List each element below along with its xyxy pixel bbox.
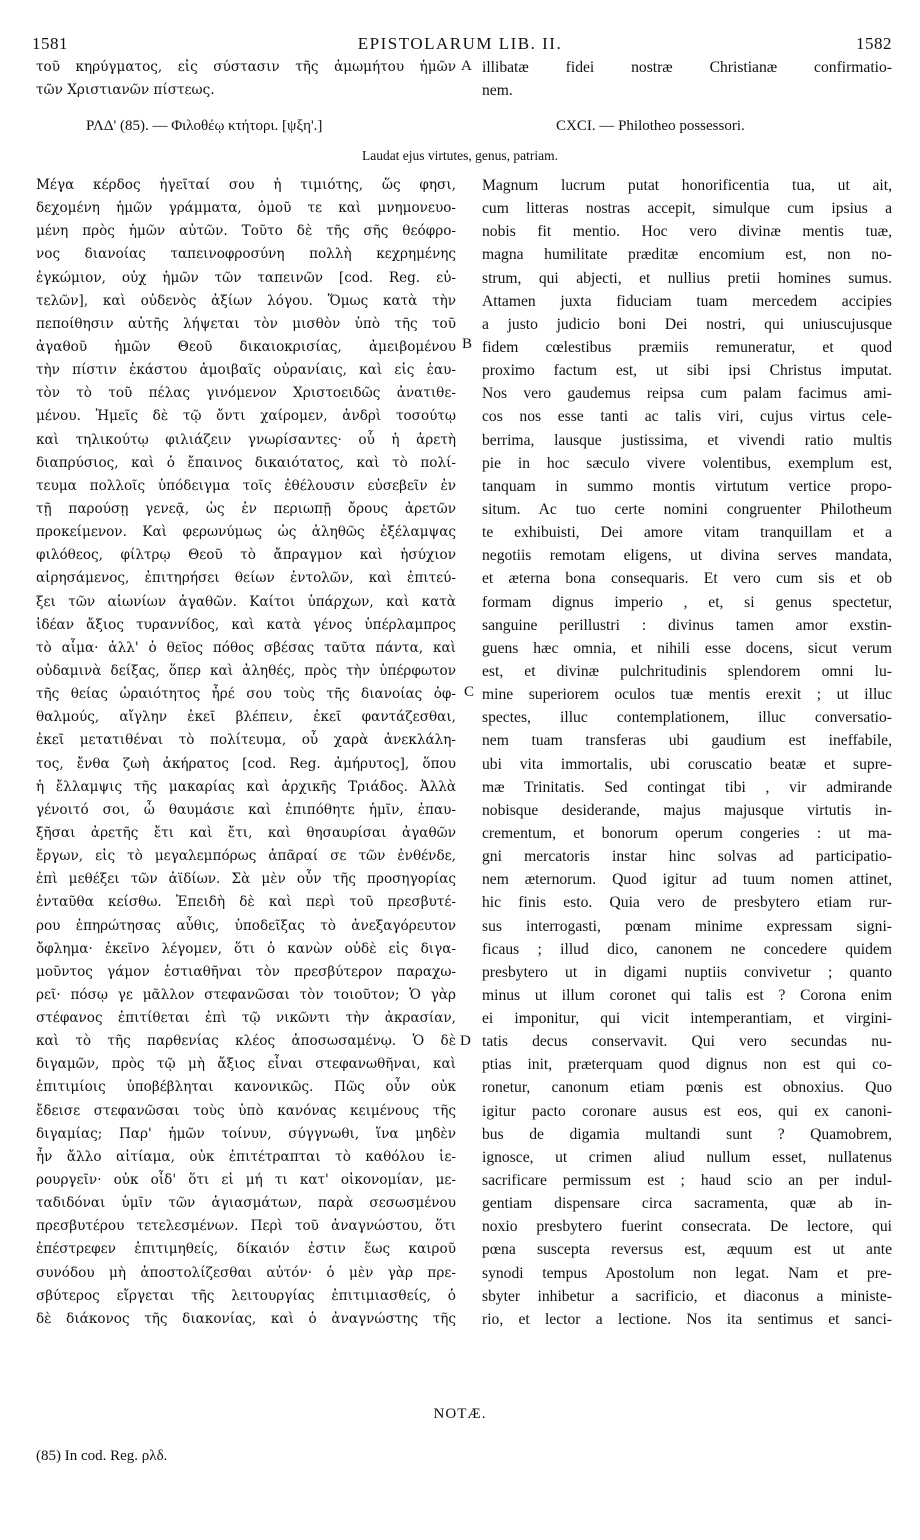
latin-text-line: fidem cœlestibus præmiis remuneratur, et quod	[482, 338, 892, 356]
latin-text-line: te exhibuisti, Dei amore vitam tranquillam et a	[482, 524, 892, 542]
footnote: (85) In cod. Reg. ρλδ.	[36, 1448, 168, 1464]
greek-text-line: νος διανοίας ταπεινοφροσύνη πολλὴ κεχρημένης	[36, 246, 456, 263]
greek-text-line: τελῶν], καὶ οὐδενὸς ἀξίων λόγου. Ὅμως κατὰ τὴν	[36, 292, 456, 309]
latin-text-line: Nos vero gaudemus reipsa cum palam facimus ami-	[482, 385, 892, 403]
latin-text-line: situm. Ac tuo certe nomini congruenter Philotheum	[482, 500, 892, 518]
greek-carryover-line: τοῦ κηρύγματος, εἰς σύστασιν τῆς ἀμωμήτου ἡμῶν	[36, 59, 456, 75]
latin-text-line: gni mercatoris instar hinc solvas ad participatio-	[482, 848, 892, 866]
greek-text-line: μένου. Ἡμεῖς δὲ τῷ ὄντι χαίρομεν, ἀνδρὶ τοσούτῳ	[36, 408, 456, 425]
latin-carryover-line: illibatæ fidei nostræ Christianæ confirmatio-	[482, 59, 892, 76]
latin-text-line: spectes, illuc contemplationem, illuc conversatio-	[482, 709, 892, 727]
greek-text-line: τὸν τὸ τοῦ πέλας γινόμενον Χριστοειδῶς ἀνατιθε-	[36, 385, 456, 402]
greek-text-line: ρου ἐπηρώτησας αὖθις, ὑποδεῖξας τὸ ἀνεξαγόρευτον	[36, 917, 456, 934]
greek-text-line: πεποίθησιν αὐτῆς λήψεται τὸν μισθὸν ὑπὸ τῆς τοῦ	[36, 315, 456, 332]
greek-text-line: ἐπέστρεφεν ἐπιτιμηθείς, δίκαιόν ἐστιν ἕως καιροῦ	[36, 1241, 456, 1258]
latin-text-line: sacrificare permissum est ; haud scio an per indul-	[482, 1172, 892, 1190]
latin-text-line: nobisque desiderande, majus majusque virtutis in-	[482, 801, 892, 819]
latin-text-line: ignosce, ut crimen aliud nullum esset, nullatenus	[482, 1148, 892, 1166]
latin-text-line: formam dignus imperio , et, si genus spectetur,	[482, 593, 892, 611]
latin-text-line: strum, qui abjecti, et nullius pretii homines sumus.	[482, 269, 892, 287]
greek-text-line: ἐγκώμιον, οὐχ ἡμῶν τῶν ταπεινῶν [cod. Reg. εὐ-	[36, 269, 456, 286]
latin-letter-title: CXCI. — Philotheo possessori.	[556, 118, 745, 134]
latin-text-line: negotiis remotam eligens, ut divina serves mandata,	[482, 547, 892, 565]
latin-text-line: tatis decus conservavit. Qui vero secundas nu-	[482, 1033, 892, 1051]
greek-text-line: οὐδαμινὰ δείξας, ὅπερ καὶ ἀληθές, πρὸς τὴν ὑπέρφωτον	[36, 662, 456, 679]
greek-carryover-line: τῶν Χριστιανῶν πίστεως.	[36, 82, 215, 99]
greek-text-line: ἐκεῖ μετατιθέναι τὸ πολίτευμα, οὗ χαρὰ ἀνεκλάλη-	[36, 732, 456, 749]
greek-text-line: διγαμῶν, πρὸς τῷ μὴ ἄξιος εἶναι στεφανωθῆναι, καὶ	[36, 1056, 456, 1073]
latin-text-line: bus de digamia multandi sunt ? Quamobrem,	[482, 1125, 892, 1143]
greek-text-line: ἀγαθοῦ ἡμῶν Θεοῦ δικαιοκρισίας, ἀμειβομένου	[36, 338, 456, 355]
latin-text-line: pie in hoc sæculo vivere volentibus, exemplum est,	[482, 454, 892, 472]
margin-marker-d: D	[460, 1033, 471, 1049]
greek-text-line: δὲ διάκονος τῆς διακονίας, καὶ ὁ ἀναγνώστης τῆς	[36, 1310, 456, 1327]
latin-text-line: berrima, lausque justissima, et vivendi ratio multis	[482, 431, 892, 449]
latin-text-line: ficaus ; illud dico, canonem ne concedere quidem	[482, 940, 892, 958]
latin-text-line: Attamen juxta fiduciam tuam mercedem accipies	[482, 292, 892, 310]
greek-text-line: ἰδέαν ἄξιος τυραννίδος, καὶ κατὰ γένος ὑπέρλαμπρος	[36, 616, 456, 633]
greek-text-line: ξῆσαι ἀρετῆς ἔτι καὶ ἔτι, καὶ θησαυρίσαι ἀγαθῶν	[36, 824, 456, 841]
greek-text-line: ξει τῶν αἰωνίων ἀγαθῶν. Καίτοι ὑπάρχων, καὶ κατὰ	[36, 593, 456, 610]
greek-text-line: τῇ παρούσῃ γενεᾷ, ὡς ἐν περιωπῇ ὄρους ἀρετῶν	[36, 500, 456, 517]
margin-marker-c: C	[464, 684, 475, 700]
greek-letter-title: ΡΛΔ' (85). — Φιλοθέῳ κτήτορι. [ψξη'.]	[86, 118, 323, 134]
latin-text-line: presbytero ut in digami nuptiis convivetur ; quanto	[482, 963, 892, 981]
latin-text-line: magna humilitate præditæ encomium est, non no-	[482, 246, 892, 264]
latin-text-line: pœna suscepta reversus est, æquum est ut ante	[482, 1241, 892, 1259]
greek-text-line: στέφανος ἐπιτίθεται ἐπὶ τῷ νικῶντι τὴν ἀκρασίαν,	[36, 1010, 456, 1027]
latin-text-line: sanguine perillustri : divinus tamen amor exstin-	[482, 616, 892, 634]
latin-text-line: sbyter inhibetur a sacrificio, et diaconus a ministe-	[482, 1287, 892, 1305]
latin-text-line: sus interrogasti, pœnam minime expressam signi-	[482, 917, 892, 935]
greek-text-line: τος, ἔνθα ζωὴ ἀκήρατος [cod. Reg. ἀμήρυτος], ὅπου	[36, 755, 456, 772]
notes-heading: NOTÆ.	[433, 1406, 487, 1422]
greek-text-line: ἡ ἔλλαμψις τῆς μακαρίας καὶ ἀρχικῆς Τριάδος. Ἀλλὰ	[36, 778, 456, 795]
greek-text-line: τῆς θείας ὡραιότητος ἦρέ σου τοὺς τῆς διανοίας ὀφ-	[36, 686, 456, 703]
greek-text-line: ὄφλημα· ἐκεῖνο λέγομεν, ὅτι ὁ κανὼν οὐδὲ εἰς διγα-	[36, 940, 456, 957]
greek-text-line: τευμα πολλοῖς ὑπόδειγμα τοῖς ἐθέλουσιν εὐσεβεῖν ἐν	[36, 477, 456, 494]
latin-text-line: noxio presbytero fuerint consecrata. De lectore, qui	[482, 1218, 892, 1236]
greek-text-line: θαλμούς, αἴγλην ἐκεῖ βλέπειν, ἐκεῖ φαντάζεσθαι,	[36, 709, 456, 726]
latin-text-line: ptias init, præterquam quod dignus non est qui co-	[482, 1056, 892, 1074]
latin-text-line: tanquam in summo montis virtutum vertice propo-	[482, 477, 892, 495]
greek-text-line: καὶ τηλικούτῳ φιλιάζειν γνωρίσαντες· οὗ ἡ ἀρετὴ	[36, 431, 456, 448]
running-title: EPISTOLARUM LIB. II.	[357, 34, 563, 53]
greek-text-line: Μέγα κέρδος ἡγεῖταί σου ἡ τιμιότης, ὥς φησι,	[36, 177, 456, 193]
latin-text-line: cos nos esse tanti ac talis viri, cujus virtus cele-	[482, 408, 892, 426]
latin-carryover	[482, 56, 892, 102]
greek-text-line: μένη πρὸς ἡμῶν αὐτῶν. Τοῦτο δὲ τῆς σῆς θεόφρο-	[36, 223, 456, 240]
latin-text-column	[482, 174, 892, 1331]
greek-text-line: πρεσβυτέρου τετελεσμένων. Περὶ τοῦ ἀναγνώστου, ὅτι	[36, 1218, 456, 1235]
latin-text-line: mæ Trinitatis. Sed contingat tibi , vir admirande	[482, 778, 892, 796]
latin-text-line: ronetur, canonum etiam pœnis est obnoxius. Quo	[482, 1079, 892, 1097]
greek-text-line: διγαμίας; Παρ' ἡμῶν τοίνυν, σύγγνωθι, ἵνα μηδὲν	[36, 1125, 456, 1142]
latin-text-line: ei imponitur, qui vicit intemperantiam, et virgini-	[482, 1010, 892, 1028]
latin-text-line: gentiam dispensare circa sacramenta, quæ ab in-	[482, 1195, 892, 1213]
latin-text-line: cum litteras nostras accepit, simulque cum ipsius a	[482, 200, 892, 218]
left-page-number: 1581	[32, 34, 68, 53]
greek-text-line: συνόδου μὴ ἀποστολίζεσθαι αὐτόν· ὁ μὲν γὰρ πρε-	[36, 1264, 456, 1281]
latin-text-line: rio, et lector a lectione. Nos ita sentimus et sanci-	[482, 1310, 892, 1328]
latin-carryover-line: nem.	[482, 82, 513, 100]
latin-text-line: minus ut illum coronet qui talis est ? Corona enim	[482, 986, 892, 1004]
latin-text-line: hic finis esto. Quia vero de presbytero etiam rur-	[482, 894, 892, 912]
greek-carryover	[36, 56, 456, 102]
greek-text-line: μοῦντος γάμον ἑστιαθῆναι τὸν πρεσβύτερον παραχω-	[36, 963, 456, 980]
margin-marker-a: A	[461, 58, 472, 74]
greek-text-line: τὸ αἷμα· ἀλλ' ὁ θεῖος πόθος σβέσας ταῦτα πάντα, καὶ	[36, 639, 456, 656]
greek-text-line: φιλόθεος, φίλτρῳ Θεοῦ τὸ ἄπραγμον καὶ ἡσύχιον	[36, 547, 456, 564]
latin-text-line: nobis fit mentio. Hoc vero divinæ mentis tuæ,	[482, 223, 892, 241]
greek-text-line: ἦν ἄλλο αἰτίαμα, οὐκ ἐπιτέτραπται τὸ καθόλου ἱε-	[36, 1148, 456, 1165]
greek-text-line: ἐπὶ μεθέξει τῶν ἀϊδίων. Σὰ μὲν οὖν τῆς προσηγορίας	[36, 871, 456, 888]
greek-text-line: ἔδεισε στεφανῶσαι τοὺς ὑπὸ κανόνας κειμένους τῆς	[36, 1102, 456, 1119]
greek-text-line: ρουργεῖν· οὐκ οἶδ' ὅτι εἰ μή τι κατ' οἰκονομίαν, με-	[36, 1172, 456, 1189]
latin-text-line: et æterna bona consequaris. Et vero cum sis et ob	[482, 570, 892, 588]
letter-summary: Laudat ejus virtutes, genus, patriam.	[361, 148, 559, 163]
greek-text-line: καὶ τὸ τῆς παρθενίας κλέος ἀποσωσαμένῳ. Ὁ δὲ	[36, 1033, 456, 1050]
greek-text-line: δεχομένη ἡμῶν γράμματα, ὁμοῦ τε καὶ μνημονευο-	[36, 200, 456, 217]
latin-text-line: guens hæc omnia, et nihili esse docens, sicut verum	[482, 639, 892, 657]
greek-text-line: γένοιτό σοι, ὦ θαυμάσιε καὶ ἐπιπόθητε ἡμῖν, ἐπαυ-	[36, 801, 456, 818]
greek-text-column	[36, 174, 456, 1331]
latin-text-line: mine superiorem oculos tuæ mentis erexit ; ut illuc	[482, 686, 892, 704]
greek-text-line: τὴν πίστιν ἑκάστου ἀμοιβαῖς οὐρανίαις, καὶ εἰς ἑαυ-	[36, 362, 456, 379]
latin-text-line: proximo factum est, ut sibi ipsi Christus imputat.	[482, 362, 892, 380]
latin-text-line: crementum, et bonorum operum congeries : ut ma-	[482, 824, 892, 842]
greek-text-line: σβύτερος εἴργεται τῆς λειτουργίας ἐπιτιμιασθείς, ὁ	[36, 1287, 456, 1304]
greek-text-line: ἐνταῦθα κείσθω. Ἐπειδὴ δὲ καὶ περὶ τοῦ πρεσβυτέ-	[36, 894, 456, 911]
margin-marker-b: B	[462, 336, 473, 352]
greek-text-line: προκείμενον. Καὶ φερωνύμως ὡς ἀληθῶς ἐξέλαμψας	[36, 524, 456, 541]
greek-text-line: ἔργων, εἰς τὸ μεγαλεμπόρως ἀπᾶραί σε τῶν ἐνθένδε,	[36, 848, 456, 865]
latin-text-line: synodi tempus Apostolum non legat. Nam et pre-	[482, 1264, 892, 1282]
latin-text-line: est, et divinæ pulchritudinis splendorem omni lu-	[482, 662, 892, 680]
greek-text-line: ἐπιτιμίοις ὑποβέβληται κανονικῶς. Πῶς οὖν οὐκ	[36, 1079, 456, 1096]
latin-text-line: Magnum lucrum putat honorificentia tua, ut ait,	[482, 177, 892, 194]
latin-text-line: nem tuam transferas ubi gaudium est ineffabile,	[482, 732, 892, 750]
greek-text-line: ρεῖ· πόσῳ γε μᾶλλον στεφανῶσαι τὸν τοιοῦτον; Ὁ γὰρ	[36, 986, 456, 1003]
greek-text-line: ταδιδόναι ὑμῖν τῶν ἁγιασμάτων, παρὰ σεσωσμένου	[36, 1195, 456, 1212]
latin-text-line: a justo judicio boni Dei nostri, qui uniuscujusque	[482, 315, 892, 333]
greek-text-line: διαπρύσιος, καὶ ὁ ἔπαινος δικαιότατος, καὶ τὸ πολί-	[36, 454, 456, 471]
right-page-number: 1582	[856, 34, 892, 53]
latin-text-line: ubi vita immortalis, ubi coruscatio beatæ et supre-	[482, 755, 892, 773]
latin-text-line: igitur pacto coronare ausus est eos, qui ex canoni-	[482, 1102, 892, 1120]
latin-text-line: nem æternorum. Quod igitur ad tuum nomen attinet,	[482, 871, 892, 889]
greek-text-line: αἱρησάμενος, ἐπιτηρήσει θείων ἐντολῶν, καὶ ἐπιτεύ-	[36, 570, 456, 587]
